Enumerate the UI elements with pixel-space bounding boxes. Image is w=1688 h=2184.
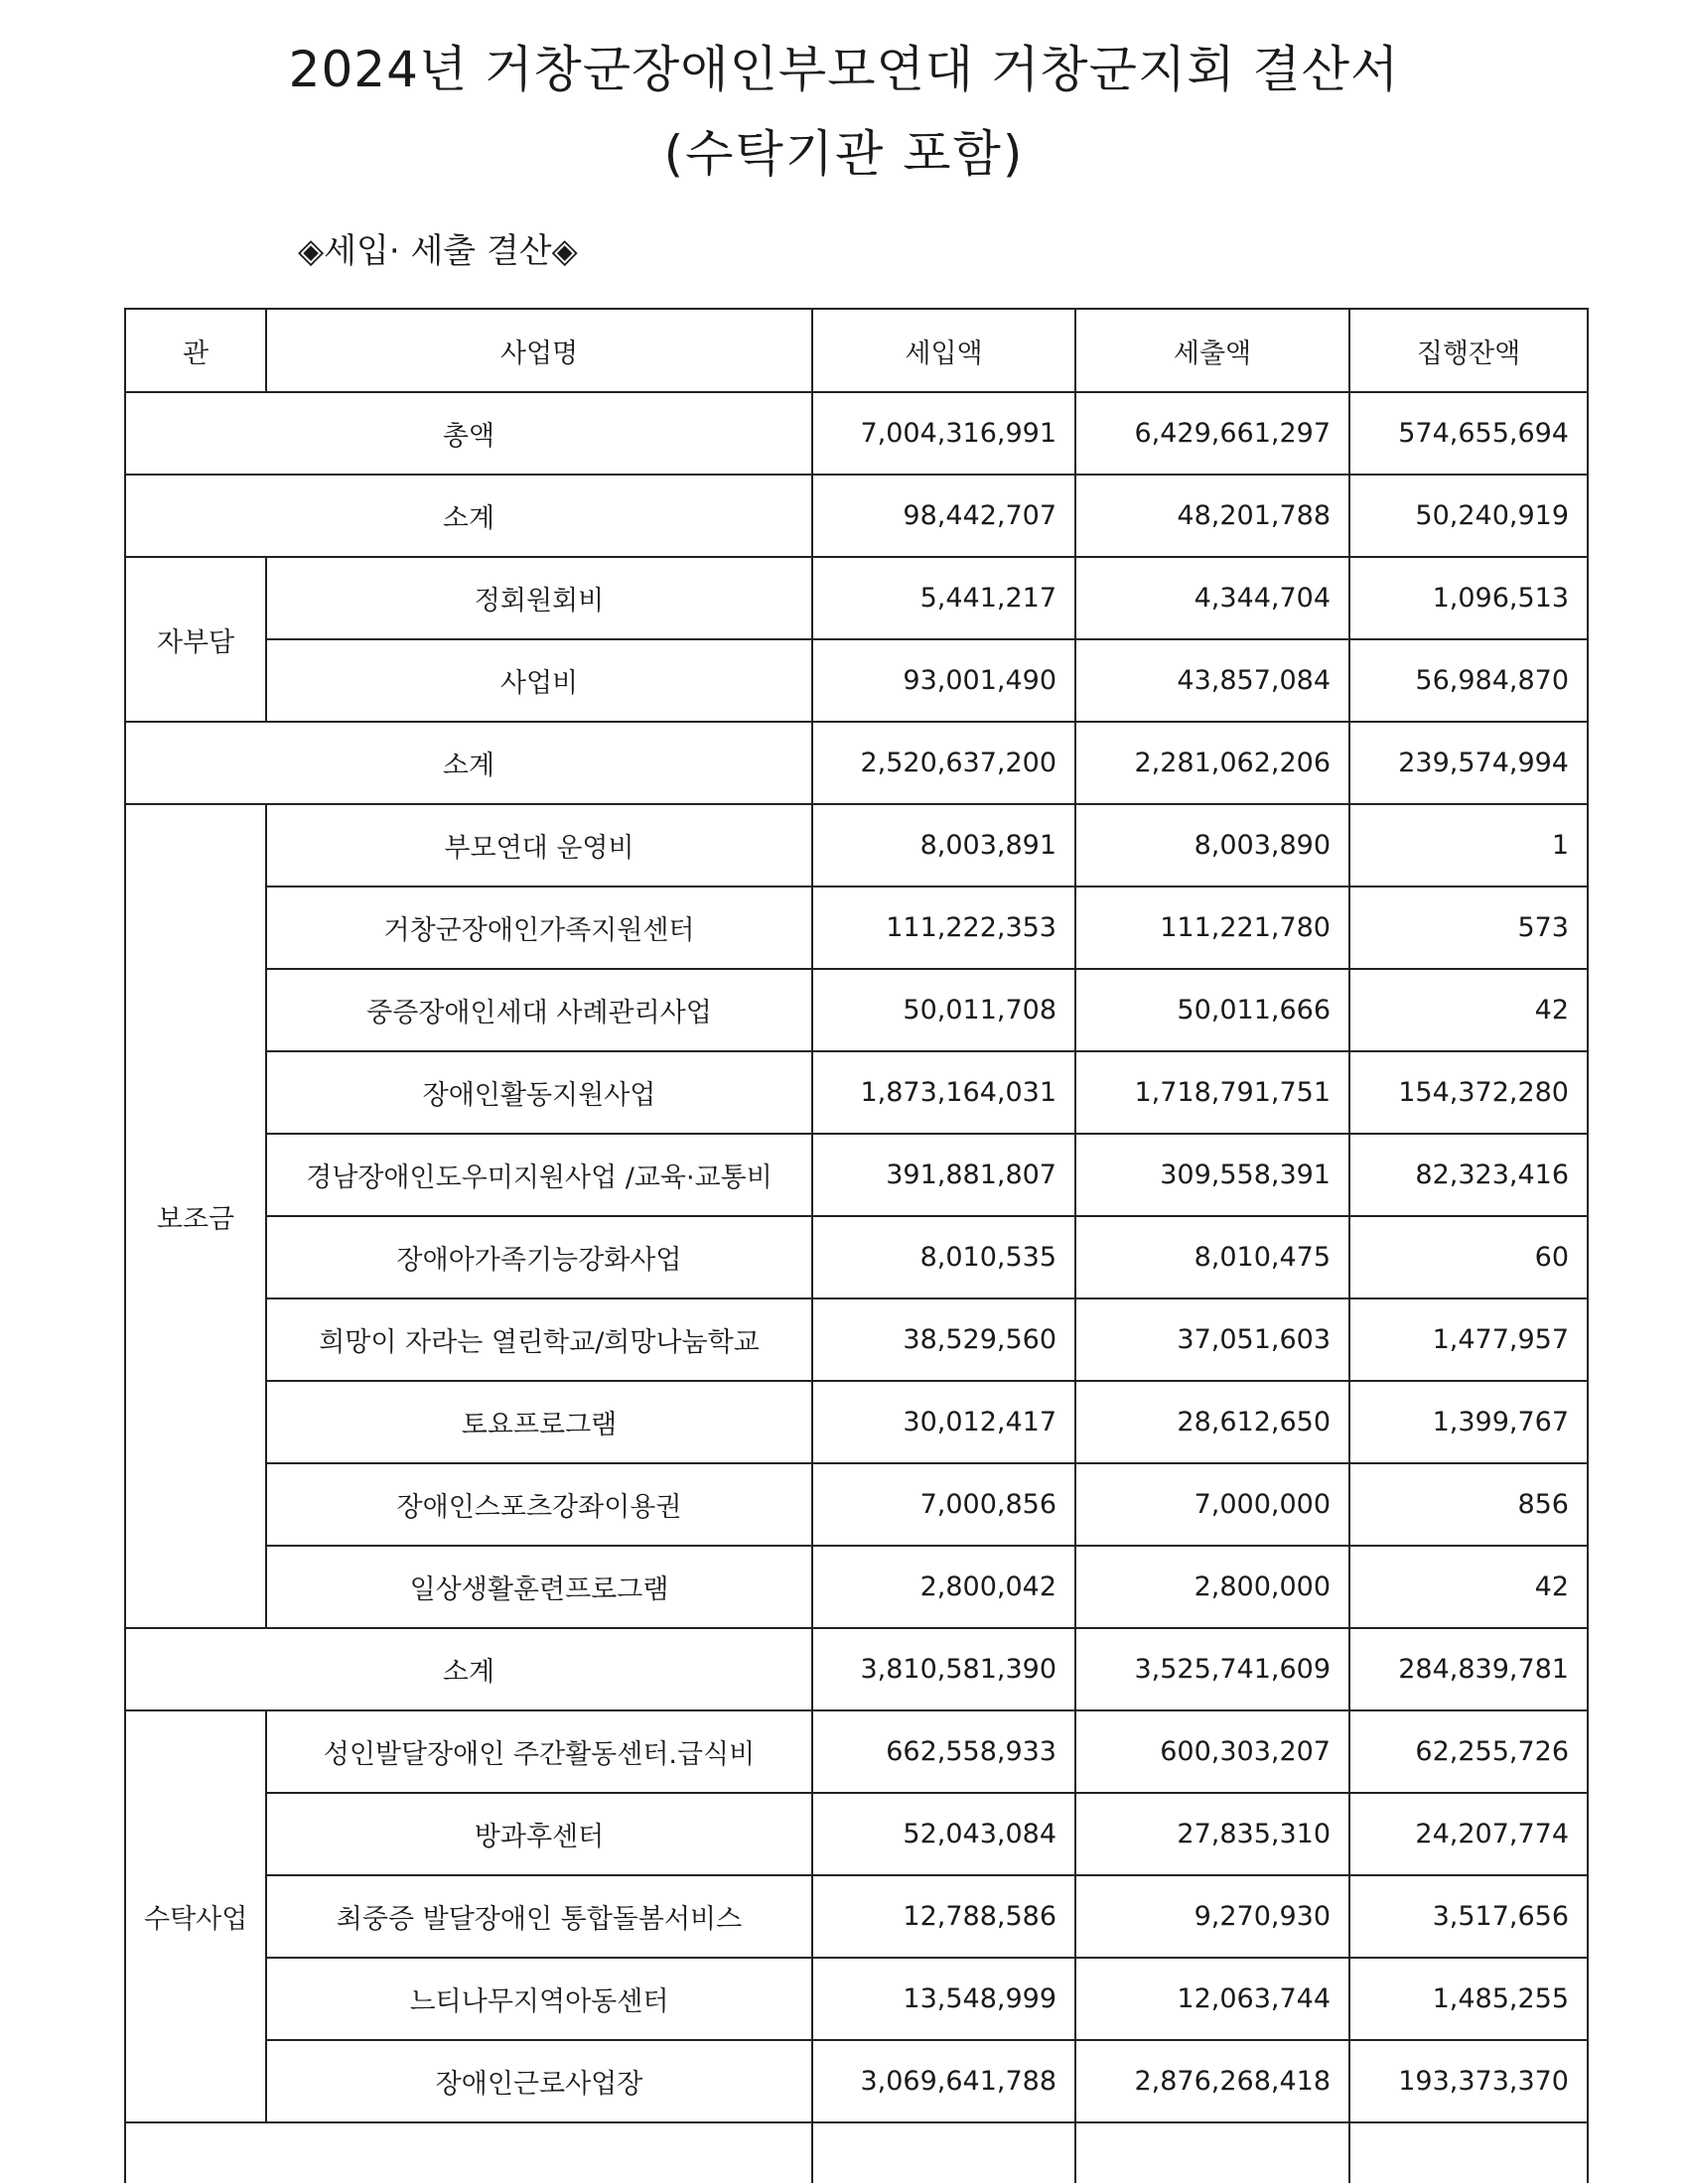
project-name: 일상생활훈련프로그램 [266, 1546, 812, 1628]
expense-cell: 1,718,791,751 [1075, 1051, 1349, 1134]
project-name: 장애인스포츠강좌이용권 [266, 1463, 812, 1546]
income-cell: 111,222,353 [812, 887, 1075, 969]
balance-cell: 1,485,255 [1349, 1958, 1588, 2040]
table-row [125, 1216, 1588, 1298]
table-header-row [125, 309, 1588, 392]
income-cell: 3,069,641,788 [812, 2040, 1075, 2122]
expense-cell: 50,011,666 [1075, 969, 1349, 1051]
subtotal-row [125, 1628, 1588, 1710]
income-cell: 52,043,084 [812, 1793, 1075, 1875]
total-row [125, 392, 1588, 475]
header-income: 세입액 [812, 309, 1075, 392]
income-cell: 93,001,490 [812, 639, 1075, 722]
table-row [125, 1546, 1588, 1628]
table-row [125, 804, 1588, 887]
project-name: 장애인활동지원사업 [266, 1051, 812, 1134]
expense-cell: 111,221,780 [1075, 887, 1349, 969]
expense-cell: 8,003,890 [1075, 804, 1349, 887]
empty-cell [125, 2122, 812, 2183]
table-row [125, 1958, 1588, 2040]
expense-cell: 4,344,704 [1075, 557, 1349, 639]
balance-cell: 154,372,280 [1349, 1051, 1588, 1134]
header-category: 관 [125, 309, 266, 392]
header-expense: 세출액 [1075, 309, 1349, 392]
balance-cell: 1,096,513 [1349, 557, 1588, 639]
table-row [125, 557, 1588, 639]
table-row [125, 1875, 1588, 1958]
project-name: 장애아가족기능강화사업 [266, 1216, 812, 1298]
budget-settlement-table [124, 308, 1589, 2183]
table-row [125, 1381, 1588, 1463]
income-cell: 12,788,586 [812, 1875, 1075, 1958]
income-cell: 8,003,891 [812, 804, 1075, 887]
income-cell: 8,010,535 [812, 1216, 1075, 1298]
project-name: 성인발달장애인 주간활동센터.급식비 [266, 1710, 812, 1793]
balance-cell: 856 [1349, 1463, 1588, 1546]
empty-cell [1075, 2122, 1349, 2183]
expense-cell: 8,010,475 [1075, 1216, 1349, 1298]
total-expense: 6,429,661,297 [1075, 392, 1349, 475]
table-row [125, 1051, 1588, 1134]
income-cell: 5,441,217 [812, 557, 1075, 639]
balance-cell: 82,323,416 [1349, 1134, 1588, 1216]
expense-cell: 43,857,084 [1075, 639, 1349, 722]
expense-cell: 37,051,603 [1075, 1298, 1349, 1381]
subtotal-expense: 2,281,062,206 [1075, 722, 1349, 804]
project-name: 토요프로그램 [266, 1381, 812, 1463]
expense-cell: 2,800,000 [1075, 1546, 1349, 1628]
subtotal-balance: 50,240,919 [1349, 475, 1588, 557]
continuation-row [125, 2122, 1588, 2183]
project-name: 느티나무지역아동센터 [266, 1958, 812, 2040]
expense-cell: 12,063,744 [1075, 1958, 1349, 2040]
project-name: 부모연대 운영비 [266, 804, 812, 887]
income-cell: 662,558,933 [812, 1710, 1075, 1793]
subtotal-income: 3,810,581,390 [812, 1628, 1075, 1710]
subtotal-income: 2,520,637,200 [812, 722, 1075, 804]
table-row [125, 887, 1588, 969]
income-cell: 13,548,999 [812, 1958, 1075, 2040]
balance-cell: 193,373,370 [1349, 2040, 1588, 2122]
income-cell: 2,800,042 [812, 1546, 1075, 1628]
subtotal-label: 소계 [125, 722, 812, 804]
table-row [125, 1710, 1588, 1793]
subtotal-balance: 239,574,994 [1349, 722, 1588, 804]
balance-cell: 42 [1349, 1546, 1588, 1628]
header-balance: 집행잔액 [1349, 309, 1588, 392]
balance-cell: 1 [1349, 804, 1588, 887]
category-cell: 수탁사업 [125, 1710, 266, 2122]
subtotal-expense: 48,201,788 [1075, 475, 1349, 557]
income-cell: 38,529,560 [812, 1298, 1075, 1381]
balance-cell: 1,477,957 [1349, 1298, 1588, 1381]
subtotal-row [125, 475, 1588, 557]
header-project: 사업명 [266, 309, 812, 392]
balance-cell: 24,207,774 [1349, 1793, 1588, 1875]
balance-cell: 62,255,726 [1349, 1710, 1588, 1793]
balance-cell: 56,984,870 [1349, 639, 1588, 722]
table-row [125, 639, 1588, 722]
table-row [125, 1298, 1588, 1381]
document-title: 2024년 거창군장애인부모연대 거창군지회 결산서 [288, 41, 1400, 98]
category-cell: 보조금 [125, 804, 266, 1628]
income-cell: 1,873,164,031 [812, 1051, 1075, 1134]
subtotal-balance: 284,839,781 [1349, 1628, 1588, 1710]
subtotal-label: 소계 [125, 1628, 812, 1710]
income-cell: 50,011,708 [812, 969, 1075, 1051]
section-heading: ◈세입· 세출 결산◈ [298, 231, 578, 271]
income-cell: 7,000,856 [812, 1463, 1075, 1546]
subtotal-row [125, 722, 1588, 804]
expense-cell: 2,876,268,418 [1075, 2040, 1349, 2122]
expense-cell: 600,303,207 [1075, 1710, 1349, 1793]
project-name: 거창군장애인가족지원센터 [266, 887, 812, 969]
table-row [125, 969, 1588, 1051]
balance-cell: 42 [1349, 969, 1588, 1051]
expense-cell: 27,835,310 [1075, 1793, 1349, 1875]
balance-cell: 573 [1349, 887, 1588, 969]
project-name: 장애인근로사업장 [266, 2040, 812, 2122]
empty-cell [812, 2122, 1075, 2183]
project-name: 경남장애인도우미지원사업 /교육·교통비 [266, 1134, 812, 1216]
project-name: 최중증 발달장애인 통합돌봄서비스 [266, 1875, 812, 1958]
total-label: 총액 [125, 392, 812, 475]
project-name: 중증장애인세대 사례관리사업 [266, 969, 812, 1051]
subtotal-expense: 3,525,741,609 [1075, 1628, 1349, 1710]
balance-cell: 1,399,767 [1349, 1381, 1588, 1463]
table-row [125, 1134, 1588, 1216]
balance-cell: 60 [1349, 1216, 1588, 1298]
document-subtitle: (수탁기관 포함) [663, 125, 1025, 183]
expense-cell: 309,558,391 [1075, 1134, 1349, 1216]
expense-cell: 9,270,930 [1075, 1875, 1349, 1958]
table-row [125, 2040, 1588, 2122]
table-row [125, 1793, 1588, 1875]
table-row [125, 1463, 1588, 1546]
project-name: 사업비 [266, 639, 812, 722]
empty-cell [1349, 2122, 1588, 2183]
project-name: 정회원회비 [266, 557, 812, 639]
project-name: 방과후센터 [266, 1793, 812, 1875]
total-balance: 574,655,694 [1349, 392, 1588, 475]
category-cell: 자부담 [125, 557, 266, 722]
balance-cell: 3,517,656 [1349, 1875, 1588, 1958]
expense-cell: 28,612,650 [1075, 1381, 1349, 1463]
expense-cell: 7,000,000 [1075, 1463, 1349, 1546]
income-cell: 30,012,417 [812, 1381, 1075, 1463]
subtotal-income: 98,442,707 [812, 475, 1075, 557]
total-income: 7,004,316,991 [812, 392, 1075, 475]
subtotal-label: 소계 [125, 475, 812, 557]
project-name: 희망이 자라는 열린학교/희망나눔학교 [266, 1298, 812, 1381]
income-cell: 391,881,807 [812, 1134, 1075, 1216]
